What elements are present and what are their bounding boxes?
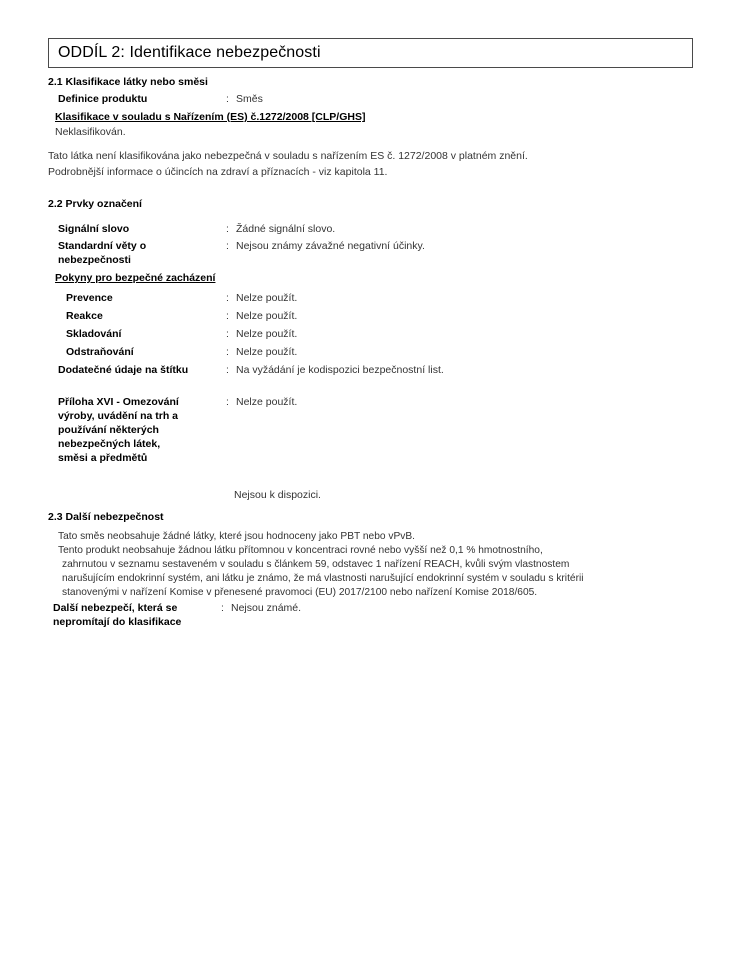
label-signal-word: Signální slovo [58,223,130,235]
page-title: ODDÍL 2: Identifikace nebezpečnosti [58,44,321,61]
colon-storage: : [226,328,229,340]
value-annex-xvi: Nelze použít. [236,396,298,408]
row-signal-word [58,222,335,236]
label-hazard-statements [58,239,226,267]
label-product-definition: Definice produktu [58,93,148,105]
row-annex-xvi [58,395,297,465]
paragraph-endocrine-line4: stanovenými v nařízení Komise v přenesené pravomoci (EU) 2017/2100 nebo nařízení Komise 2018/605. [62,587,538,598]
colon-supplemental-label-elements: : [226,364,229,376]
value-storage: Nelze použít. [236,328,298,340]
label-disposal: Odstraňování [66,346,134,358]
colon-response: : [226,310,229,322]
value-signal-word: Žádné signální slovo. [236,223,336,235]
paragraph-endocrine-line3: narušujícím endokrinní systém, ani látku je známo, že má vlastnosti narušující endokrinní systém v souladu s kritérii [62,573,584,584]
label-supplemental-label-elements: Dodatečné údaje na štítku [58,364,189,376]
label-hazard-statements-line2: nebezpečnosti [58,254,131,266]
value-classification-clp: Neklasifikován. [55,126,126,138]
label-prevention: Prevence [66,292,113,304]
heading-2-2: 2.2 Prvky označení [48,198,142,210]
label-hazard-statements-line1: Standardní věty o [58,240,147,252]
heading-2-1: 2.1 Klasifikace látky nebo směsi [48,76,208,88]
value-not-available: Nejsou k dispozici. [234,489,321,501]
paragraph-endocrine-line1: Tento produkt neobsahuje žádnou látku přítomnou v koncentraci rovné nebo vyšší než 0,1 % hmotnostního, [58,545,543,556]
label-annex-xvi-line2: výroby, uvádění na trh a [58,410,179,422]
heading-precautionary-statements: Pokyny pro bezpečné zacházení [55,272,216,284]
heading-2-3: 2.3 Další nebezpečnost [48,511,164,523]
colon-other-hazards: : [221,602,224,614]
row-other-hazards [53,601,301,629]
row-disposal [66,345,297,359]
value-response: Nelze použít. [236,310,298,322]
paragraph-pbt-vpvb: Tato směs neobsahuje žádné látky, které jsou hodnoceny jako PBT nebo vPvB. [58,531,415,542]
label-other-hazards-line2: nepromítají do klasifikace [53,616,182,628]
value-hazard-statements: Nejsou známy závažné negativní účinky. [236,240,425,252]
paragraph-classification-note: Tato látka není klasifikována jako nebezpečná v souladu s nařízením ES č. 1272/2008 v platném znění. [48,150,528,162]
label-other-hazards [53,601,221,629]
label-storage: Skladování [66,328,122,340]
heading-classification-clp: Klasifikace v souladu s Nařízením (ES) č.1272/2008 [CLP/GHS] [55,111,366,123]
value-prevention: Nelze použít. [236,292,298,304]
colon-signal-word: : [226,223,229,235]
section-title-box [48,38,693,68]
paragraph-endocrine-line2: zahrnutou v seznamu sestaveném v souladu s článkem 59, odstavec 1 nařízení REACH, kvůli svým vlastnostem [62,559,570,570]
row-supplemental-label-elements [58,363,444,377]
row-storage [66,327,297,341]
label-annex-xvi-line5: směsi a předmětů [58,452,148,464]
label-annex-xvi-line1: Příloha XVI - Omezování [58,396,179,408]
label-annex-xvi [58,395,226,465]
paragraph-health-effects-note: Podrobnější informace o účincích na zdraví a příznacích - viz kapitola 11. [48,166,388,178]
colon-product-definition: : [226,93,229,105]
row-product-definition [58,92,263,106]
row-response [66,309,297,323]
label-other-hazards-line1: Další nebezpečí, která se [53,602,178,614]
row-hazard-statements [58,239,425,267]
value-product-definition: Směs [236,93,263,105]
value-supplemental-label-elements: Na vyžádání je kodispozici bezpečnostní list. [236,364,444,376]
colon-disposal: : [226,346,229,358]
colon-hazard-statements: : [226,240,229,252]
colon-annex-xvi: : [226,396,229,408]
value-disposal: Nelze použít. [236,346,298,358]
label-response: Reakce [66,310,103,322]
label-annex-xvi-line4: nebezpečných látek, [58,438,161,450]
row-prevention [66,291,297,305]
label-annex-xvi-line3: používání některých [58,424,159,436]
colon-prevention: : [226,292,229,304]
value-other-hazards: Nejsou známé. [231,602,302,614]
